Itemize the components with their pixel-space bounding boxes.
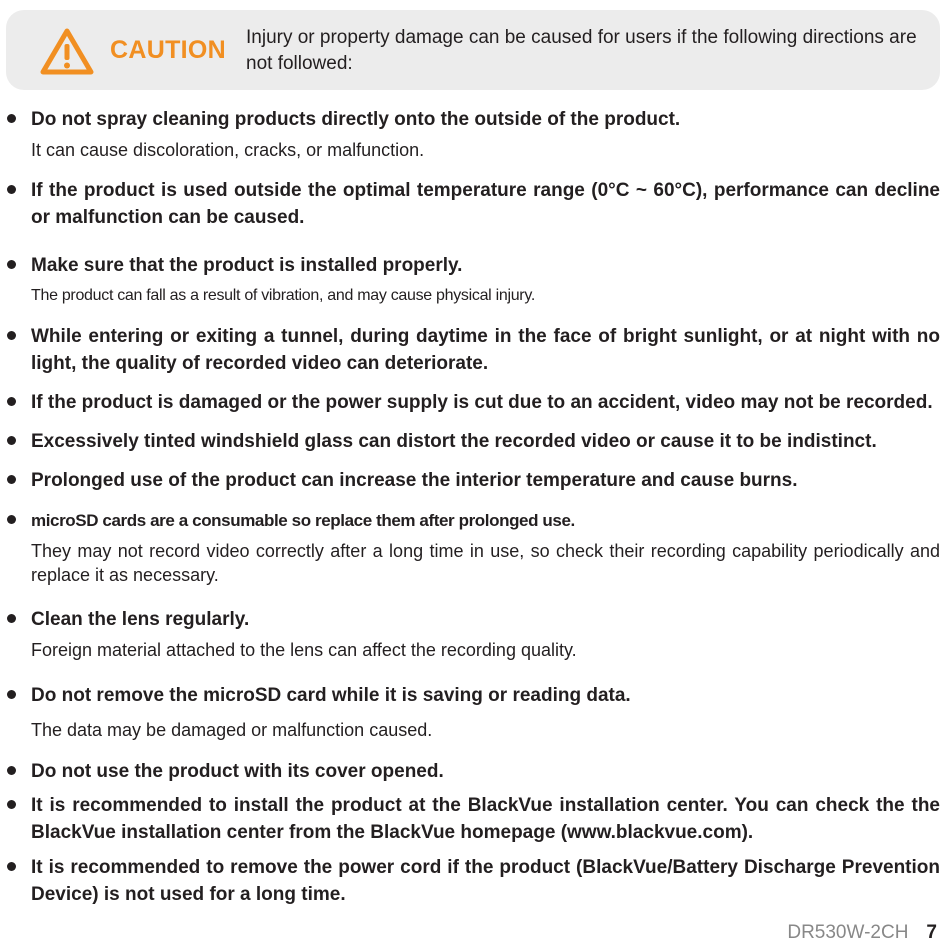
bullet-icon <box>7 515 16 524</box>
item-heading: If the product is damaged or the power supply is cut due to an accident, video may not be recorded. <box>31 392 933 413</box>
list-item <box>0 792 940 846</box>
bullet-icon <box>7 690 16 699</box>
item-heading: Excessively tinted windshield glass can distort the recorded video or cause it to be indistinct. <box>31 431 877 452</box>
bullet-icon <box>7 260 16 269</box>
item-heading: Prolonged use of the product can increase the interior temperature and cause burns. <box>31 470 798 491</box>
item-heading: It is recommended to install the product at the BlackVue installation center. You can check the the BlackVue installation center from the BlackVue homepage (www.blackvue.com). <box>31 795 940 843</box>
item-heading: microSD cards are a consumable so replace them after prolonged use. <box>31 511 575 530</box>
warning-triangle-icon <box>40 27 94 77</box>
bullet-icon <box>7 114 16 123</box>
caution-title: CAUTION <box>110 36 226 64</box>
list-item <box>0 389 940 416</box>
bullet-icon <box>7 614 16 623</box>
list-item <box>0 854 940 908</box>
bullet-icon <box>7 185 16 194</box>
item-description: The product can fall as a result of vibration, and may cause physical injury. <box>31 287 535 304</box>
item-heading: Do not spray cleaning products directly onto the outside of the product. <box>31 109 681 130</box>
item-description: It can cause discoloration, cracks, or malfunction. <box>31 140 425 160</box>
item-heading: While entering or exiting a tunnel, during daytime in the face of bright sunlight, or at night with no light, the quality of recorded video can deteriorate. <box>31 326 940 374</box>
page-number: 7 <box>926 922 937 943</box>
item-heading: Clean the lens regularly. <box>31 609 250 630</box>
item-heading: Do not remove the microSD card while it is saving or reading data. <box>31 685 631 706</box>
list-item <box>0 606 940 662</box>
list-item <box>0 467 940 494</box>
list-item <box>0 177 940 231</box>
bullet-icon <box>7 862 16 871</box>
bullet-icon <box>7 397 16 406</box>
item-description: Foreign material attached to the lens can affect the recording quality. <box>31 640 577 660</box>
list-item <box>0 758 940 785</box>
item-heading: Make sure that the product is installed properly. <box>31 255 463 276</box>
bullet-icon <box>7 436 16 445</box>
item-description: The data may be damaged or malfunction caused. <box>31 720 433 740</box>
bullet-icon <box>7 800 16 809</box>
bullet-icon <box>7 331 16 340</box>
item-heading: If the product is used outside the optimal temperature range (0°C ~ 60°C), performance can decline or malfunction can be caused. <box>31 180 940 228</box>
bullet-icon <box>7 766 16 775</box>
caution-box <box>6 10 940 90</box>
model-name: DR530W-2CH <box>787 922 909 943</box>
list-item <box>0 507 940 587</box>
page-footer <box>787 922 937 944</box>
caution-description: Injury or property damage can be caused for users if the following directions are not followed: <box>246 27 917 74</box>
list-item <box>0 682 940 742</box>
list-item <box>0 428 940 455</box>
list-item <box>0 323 940 377</box>
bullet-icon <box>7 475 16 484</box>
list-item <box>0 106 940 162</box>
item-heading: It is recommended to remove the power cord if the product (BlackVue/Battery Discharge Prevention Device) is not used for a long time. <box>31 857 940 905</box>
list-item <box>0 252 940 308</box>
item-description: They may not record video correctly after a long time in use, so check their recording capability periodically and replace it as necessary. <box>31 541 940 585</box>
item-heading: Do not use the product with its cover opened. <box>31 761 444 782</box>
